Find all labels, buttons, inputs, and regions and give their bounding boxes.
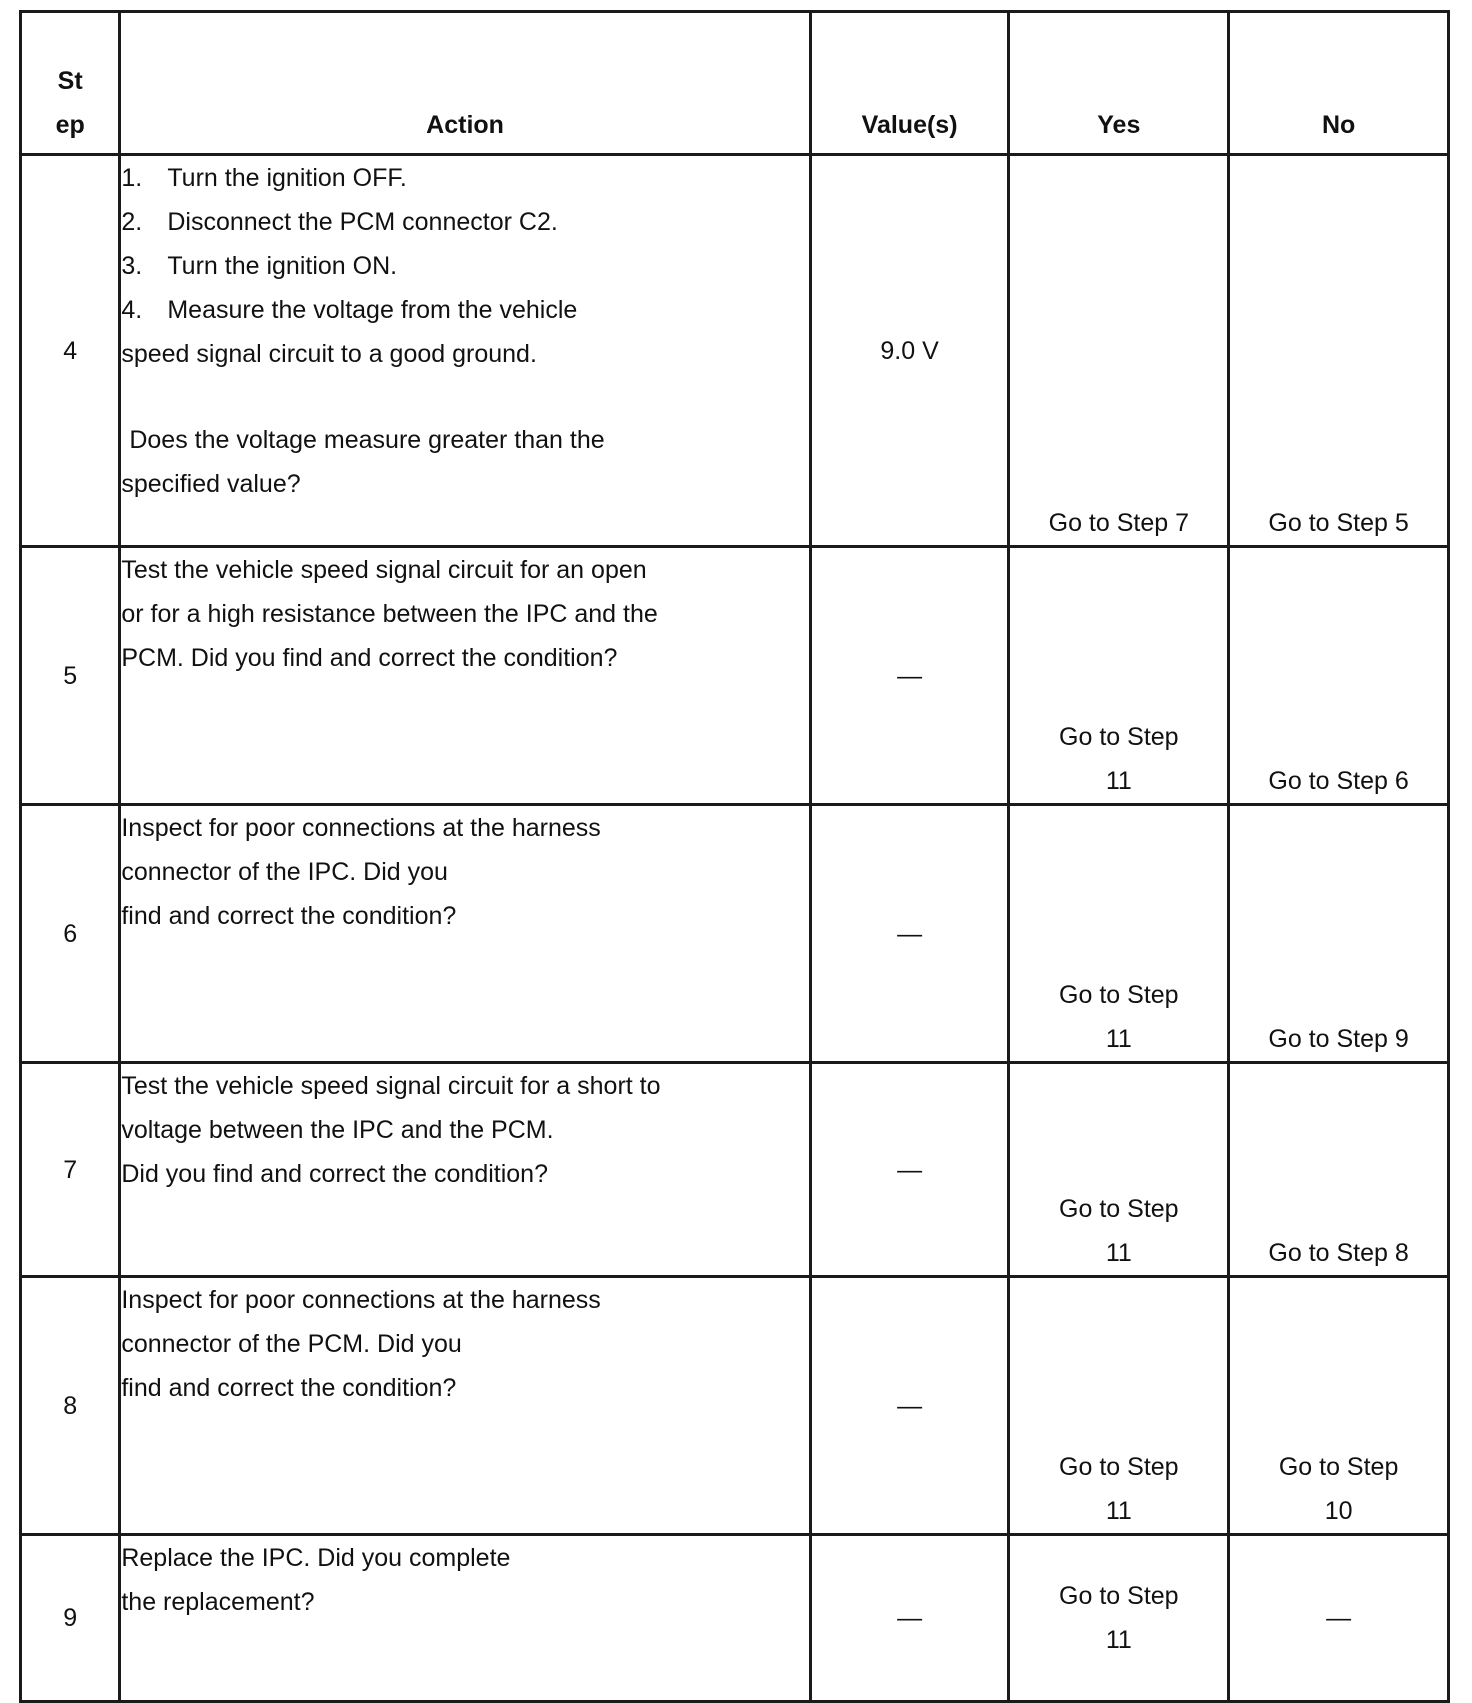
yes-cell <box>1009 1277 1229 1535</box>
value-cell: — <box>810 1063 1009 1277</box>
yes-line2: 11 <box>1105 767 1132 795</box>
action-line: Inspect for poor connections at the harness <box>121 1286 601 1314</box>
action-line: the replacement? <box>121 1588 315 1616</box>
header-step-line1: St <box>57 67 83 95</box>
action-item <box>121 244 808 288</box>
action-line: Did you find and correct the condition? <box>121 1160 548 1188</box>
yes-line2: 11 <box>1105 1239 1132 1267</box>
yes-line2: 11 <box>1105 1626 1132 1654</box>
action-line: Inspect for poor connections at the harness <box>121 814 601 842</box>
table-row <box>21 547 1449 805</box>
action-item-text: Turn the ignition OFF. <box>167 164 407 192</box>
action-line: find and correct the condition? <box>121 1374 457 1402</box>
header-yes: Yes <box>1009 12 1229 155</box>
header-values: Value(s) <box>810 12 1009 155</box>
yes-line1: Go to Step <box>1059 981 1179 1009</box>
yes-line1: Go to Step <box>1059 1195 1179 1223</box>
value-cell: — <box>810 1535 1009 1702</box>
action-line: Test the vehicle speed signal circuit for an open <box>121 556 647 584</box>
step-number: 4 <box>21 155 120 547</box>
no-cell: Go to Step 8 <box>1229 1063 1449 1277</box>
action-question-line: Does the voltage measure greater than the <box>129 426 605 454</box>
header-action: Action <box>120 12 810 155</box>
value-cell: — <box>810 547 1009 805</box>
yes-line1: Go to Step <box>1059 723 1179 751</box>
no-cell: — <box>1229 1535 1449 1702</box>
no-line2: 10 <box>1324 1497 1353 1525</box>
yes-cell <box>1009 1063 1229 1277</box>
action-line: or for a high resistance between the IPC and the <box>121 600 658 628</box>
yes-line1: Go to Step <box>1059 1453 1179 1481</box>
action-item <box>121 200 808 244</box>
header-row <box>21 12 1449 155</box>
header-step-line2: ep <box>55 111 85 139</box>
action-item-number: 3. <box>121 252 143 280</box>
step-number: 8 <box>21 1277 120 1535</box>
step-number: 9 <box>21 1535 120 1702</box>
action-line: PCM. Did you find and correct the condition? <box>121 644 618 672</box>
action-item-continuation: speed signal circuit to a good ground. <box>121 340 537 368</box>
no-cell: Go to Step 6 <box>1229 547 1449 805</box>
action-cell <box>120 155 810 547</box>
table-row <box>21 805 1449 1063</box>
yes-cell <box>1009 547 1229 805</box>
action-item-number: 2. <box>121 208 143 236</box>
table-row <box>21 1277 1449 1535</box>
action-line: connector of the PCM. Did you <box>121 1330 462 1358</box>
header-step <box>21 12 120 155</box>
table-row <box>21 155 1449 547</box>
action-cell <box>120 547 810 805</box>
action-cell <box>120 1277 810 1535</box>
spacer <box>121 376 808 418</box>
diagnostic-table <box>19 10 1450 1703</box>
step-number: 6 <box>21 805 120 1063</box>
action-item <box>121 156 808 200</box>
value-cell: — <box>810 805 1009 1063</box>
value-cell: 9.0 V <box>810 155 1009 547</box>
yes-line2: 11 <box>1105 1497 1132 1525</box>
no-line1: Go to Step <box>1278 1453 1399 1481</box>
action-line: Replace the IPC. Did you complete <box>121 1544 511 1572</box>
action-item <box>121 288 808 332</box>
table-row <box>21 1063 1449 1277</box>
yes-cell <box>1009 805 1229 1063</box>
step-number: 5 <box>21 547 120 805</box>
action-cell <box>120 1535 810 1702</box>
no-cell: Go to Step 9 <box>1229 805 1449 1063</box>
action-cell <box>120 1063 810 1277</box>
step-number: 7 <box>21 1063 120 1277</box>
action-item-text: Measure the voltage from the vehicle <box>167 296 578 324</box>
action-line: find and correct the condition? <box>121 902 457 930</box>
header-no: No <box>1229 12 1449 155</box>
yes-cell: Go to Step 7 <box>1009 155 1229 547</box>
yes-cell <box>1009 1535 1229 1702</box>
no-cell <box>1229 1277 1449 1535</box>
action-question-line: specified value? <box>121 470 301 498</box>
action-item-number: 4. <box>121 296 143 324</box>
action-line: Test the vehicle speed signal circuit for a short to <box>121 1072 661 1100</box>
action-item-text: Turn the ignition ON. <box>167 252 398 280</box>
action-line: voltage between the IPC and the PCM. <box>121 1116 554 1144</box>
action-item-number: 1. <box>121 164 143 192</box>
value-cell: — <box>810 1277 1009 1535</box>
action-item-text: Disconnect the PCM connector C2. <box>167 208 558 236</box>
no-cell: Go to Step 5 <box>1229 155 1449 547</box>
yes-line1: Go to Step <box>1059 1582 1179 1610</box>
table-row <box>21 1535 1449 1702</box>
action-line: connector of the IPC. Did you <box>121 858 448 886</box>
yes-line2: 11 <box>1105 1025 1132 1053</box>
action-cell <box>120 805 810 1063</box>
